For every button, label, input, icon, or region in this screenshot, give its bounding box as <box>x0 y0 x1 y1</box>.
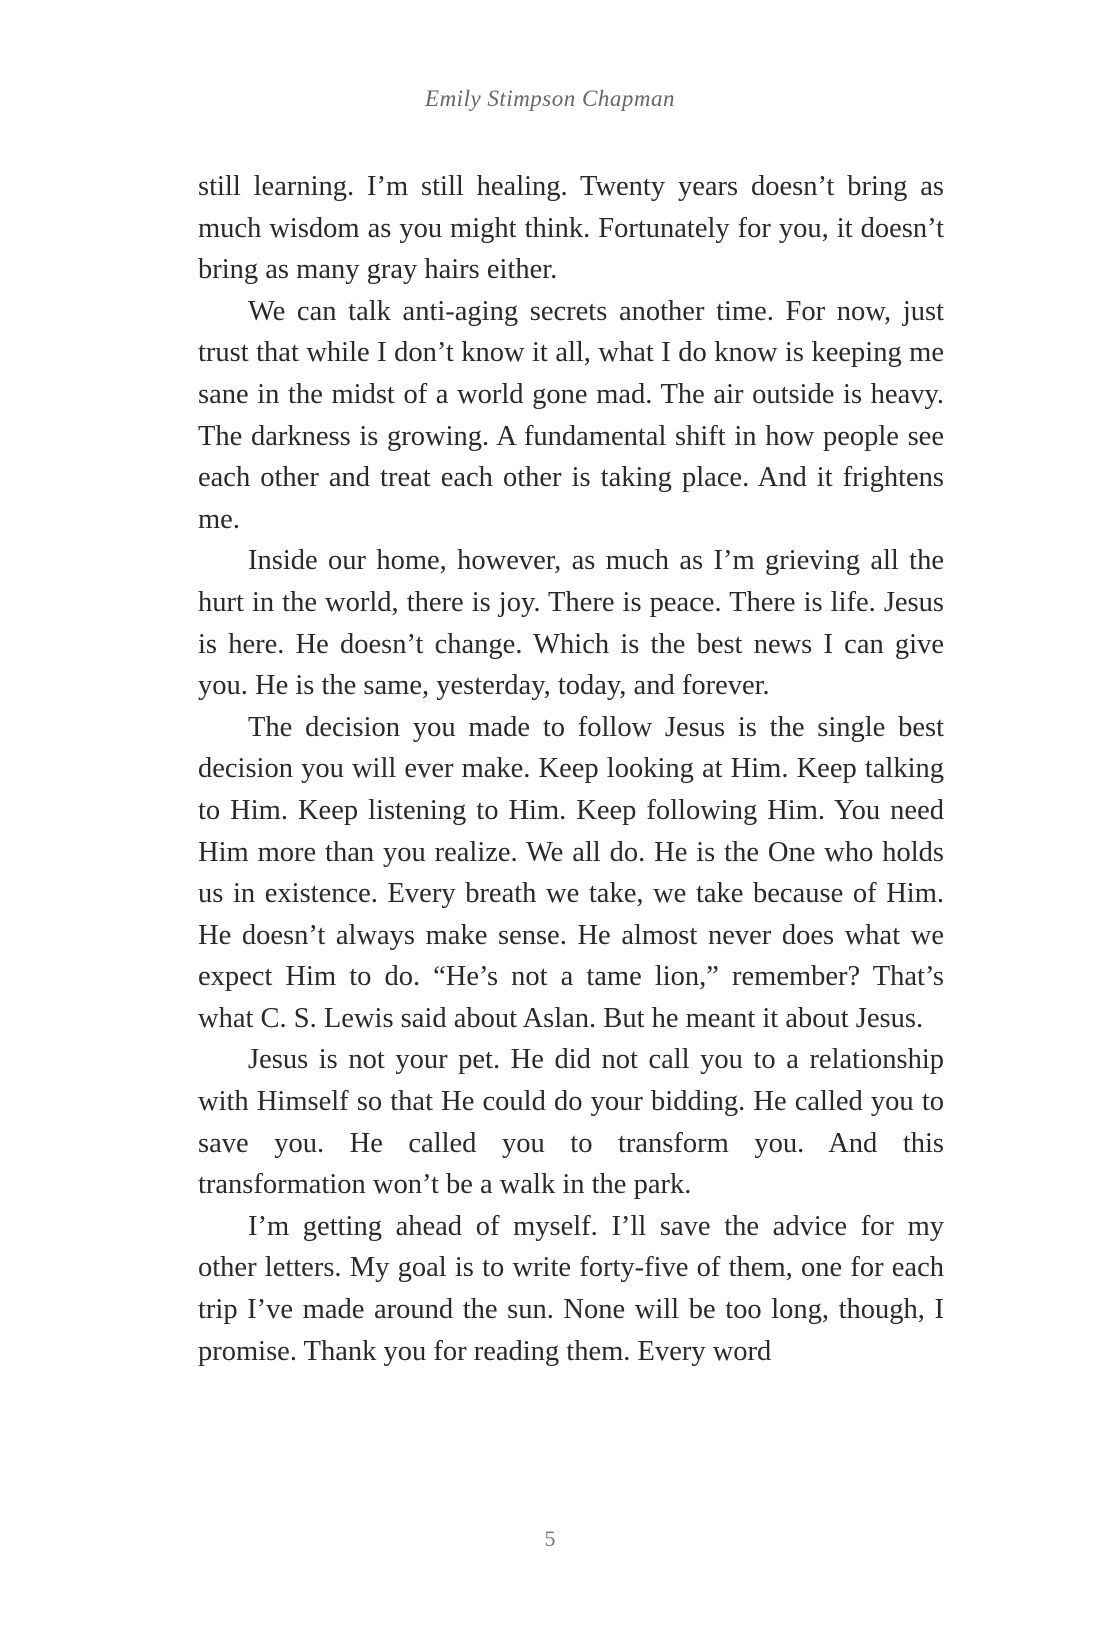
paragraph-1: still learning. I’m still healing. Twenty years doesn’t bring as much wisdom as you might think. Fortunately for you, it doesn’t bring as many gray hairs either. <box>198 171 944 286</box>
running-head-author: Emily Stimpson Chapman <box>425 86 675 111</box>
paragraph-2: We can talk anti-aging secrets another time. For now, just trust that while I don’t know it all, what I do know is keeping me sane in the midst of a world gone mad. The air outside is heavy. The darkness is growing. A fundamental shift in how people see each other and treat each other is taking place. And it frightens me. <box>198 295 944 535</box>
paragraph-3: Inside our home, however, as much as I’m grieving all the hurt in the world, there is joy. There is peace. There is life. Jesus is here. He doesn’t change. Which is the best news I can give you. He is the same, yesterday, today, and forever. <box>198 545 944 702</box>
paragraph-4: The decision you made to follow Jesus is the single best decision you will ever make. Keep looking at Him. Keep talking to Him. Keep listening to Him. Keep following Him. You need Him more than you realize. We all do. He is the One who holds us in existence. Every breath we take, we take because of Him. He doesn’t always make sense. He almost never does what we expect Him to do. “He’s not a tame lion,” remember? That’s what C. S. Lewis said about Aslan. But he meant it about Jesus. <box>198 711 944 1034</box>
paragraph-5: Jesus is not your pet. He did not call you to a relationship with Himself so that He could do your bidding. He called you to save you. He called you to transform you. And this transformation won’t be a walk in the park. <box>198 1044 944 1201</box>
page-number: 5 <box>544 1526 556 1551</box>
body-text <box>198 166 944 1372</box>
paragraph-6: I’m getting ahead of myself. I’ll save the advice for my other letters. My goal is to write forty-five of them, one for each trip I’ve made around the sun. None will be too long, though, I promise. Thank you for reading them. Every word <box>198 1210 944 1367</box>
